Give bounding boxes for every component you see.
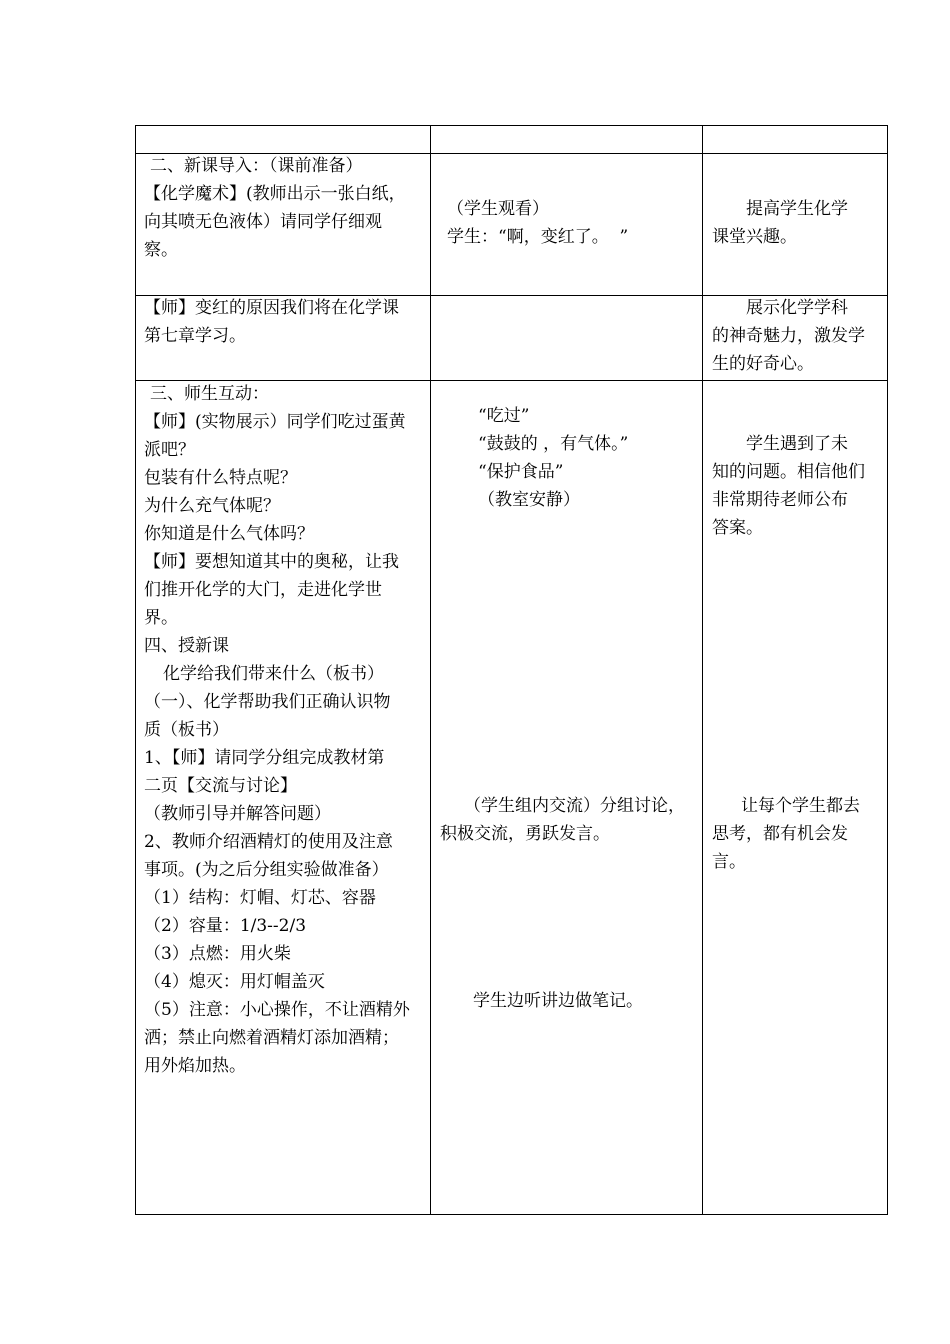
text-line: 生的好奇心。 bbox=[712, 354, 814, 374]
text-line: 界。 bbox=[144, 608, 178, 628]
text-line: 展示化学学科 bbox=[746, 298, 848, 318]
text-line: 第七章学习。 bbox=[144, 326, 246, 346]
text-line: （1）结构：灯帽、灯芯、容器 bbox=[144, 888, 376, 908]
text-line: “保护食品” bbox=[478, 462, 564, 482]
text-line: （3）点燃：用火柴 bbox=[144, 944, 291, 964]
text-line: 学生遇到了未 bbox=[746, 434, 848, 454]
text-line: “鼓鼓的 ，有气体。” bbox=[478, 434, 629, 454]
row3-student-discussion bbox=[440, 792, 685, 848]
text-line: 用外焰加热。 bbox=[144, 1056, 246, 1076]
row3-intent-participation bbox=[712, 792, 860, 876]
text-line: 察。 bbox=[144, 240, 178, 260]
text-line: 化学给我们带来什么（板书） bbox=[163, 664, 384, 684]
text-line: （教师引导并解答问题） bbox=[144, 804, 331, 824]
text-line: 学生：“啊，变红了。 ” bbox=[447, 227, 629, 247]
text-line: 2、教师介绍酒精灯的使用及注意 bbox=[144, 832, 393, 852]
text-line: 向其喷无色液体）请同学仔细观 bbox=[144, 212, 382, 232]
text-line: 二页【交流与讨论】 bbox=[144, 776, 297, 796]
text-line: 为什么充气体呢？ bbox=[144, 496, 280, 516]
text-line: 课堂兴趣。 bbox=[712, 227, 797, 247]
row3-student-notes bbox=[473, 987, 643, 1015]
text-line: 的神奇魅力，激发学 bbox=[712, 326, 865, 346]
text-line: 言。 bbox=[712, 852, 746, 872]
text-line: 洒；禁止向燃着酒精灯添加酒精； bbox=[144, 1028, 399, 1048]
text-line: （学生观看） bbox=[447, 199, 549, 219]
text-line: 你知道是什么气体吗？ bbox=[144, 524, 314, 544]
text-line: 1、【师】请同学分组完成教材第 bbox=[144, 748, 385, 768]
table-column-divider bbox=[430, 125, 431, 1215]
text-line: （5）注意：小心操作，不让酒精外 bbox=[144, 1000, 410, 1020]
lesson-plan-table bbox=[135, 125, 888, 1215]
text-line: 答案。 bbox=[712, 518, 763, 538]
text-line: “吃过” bbox=[478, 406, 530, 426]
text-line: 【化学魔术】(教师出示一张白纸， bbox=[144, 184, 406, 204]
text-line: 事项。(为之后分组实验做准备） bbox=[144, 860, 389, 880]
text-line: 【师】要想知道其中的奥秘，让我 bbox=[144, 552, 399, 572]
row3-student-answers bbox=[478, 402, 628, 514]
text-line: （2）容量：1/3--2/3 bbox=[144, 916, 307, 936]
text-line: 积极交流，勇跃发言。 bbox=[440, 824, 610, 844]
text-line: （4）熄灭：用灯帽盖灭 bbox=[144, 972, 325, 992]
row3-intent-curiosity bbox=[712, 430, 865, 542]
row1-student-cell bbox=[447, 195, 628, 251]
row2-teacher-cell bbox=[144, 294, 399, 350]
text-line: 知的问题。相信他们 bbox=[712, 462, 865, 482]
text-line: 非常期待老师公布 bbox=[712, 490, 848, 510]
text-line: 学生边听讲边做笔记。 bbox=[473, 991, 643, 1011]
text-line: 思考，都有机会发 bbox=[712, 824, 848, 844]
text-line: 包装有什么特点呢？ bbox=[144, 468, 297, 488]
row1-intent-cell bbox=[712, 195, 848, 251]
table-border-left bbox=[135, 125, 136, 1215]
text-line: 【师】(实物展示）同学们吃过蛋黄 bbox=[144, 412, 406, 432]
row2-intent-cell bbox=[712, 294, 865, 378]
table-border-bottom bbox=[135, 1214, 888, 1215]
text-line: 提高学生化学 bbox=[746, 199, 848, 219]
text-line: 派吧？ bbox=[144, 440, 195, 460]
text-line: 们推开化学的大门，走进化学世 bbox=[144, 580, 382, 600]
text-line: （一）、化学帮助我们正确认识物 bbox=[144, 692, 391, 712]
text-line: （学生组内交流）分组讨论， bbox=[464, 796, 685, 816]
row1-teacher-cell bbox=[144, 152, 406, 264]
table-column-divider bbox=[702, 125, 703, 1215]
row3-teacher-cell bbox=[144, 380, 410, 1080]
text-line: 让每个学生都去 bbox=[741, 796, 860, 816]
table-border-right bbox=[887, 125, 888, 1215]
table-border-top bbox=[135, 125, 888, 126]
text-line: 质（板书） bbox=[144, 720, 229, 740]
text-line: 二、新课导入：（课前准备） bbox=[150, 156, 363, 176]
text-line: 三、师生互动： bbox=[150, 384, 269, 404]
text-line: 四、授新课 bbox=[144, 636, 229, 656]
text-line: 【师】变红的原因我们将在化学课 bbox=[144, 298, 399, 318]
text-line: （教室安静） bbox=[478, 490, 580, 510]
